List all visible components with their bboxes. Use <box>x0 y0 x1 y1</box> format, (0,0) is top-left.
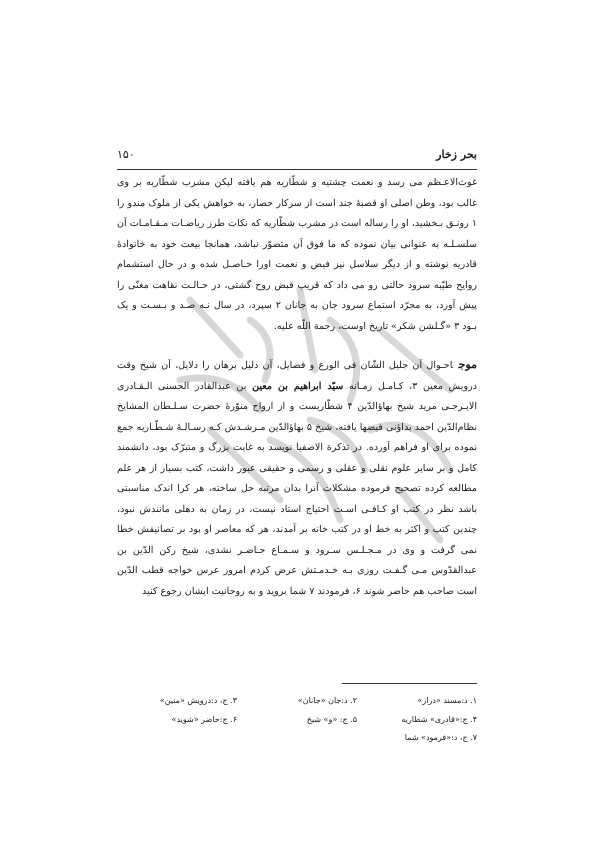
footnote: ۳. ج، د:درویش «متین» <box>159 696 237 705</box>
footnote: ۲. د:جان «جانان» <box>297 696 357 705</box>
paragraph-2-intro: احـوال آن جلیل الشّان فی الورع و فضایل، آن دلیل برهان را دلایل، آن شیخ وقت درویش معین ۳، کـامـل زمـانه <box>117 360 478 392</box>
footnote-divider <box>342 683 477 684</box>
header-divider <box>117 169 477 170</box>
highlighted-name: سیّد ابراهیم بن معین <box>252 380 344 392</box>
footnote-row <box>117 692 477 711</box>
footnote: ۷. ج، د:«فرمود» شما <box>404 733 477 742</box>
footnotes <box>117 692 477 748</box>
running-header <box>117 148 477 166</box>
footnote-row <box>117 711 477 730</box>
section-heading: موج <box>458 358 477 371</box>
paragraph-2-body: بن عبدالقادر الحسنی الـقـادری الایـرجـی مرید شیخ بهاؤالدّین ۴ شطّاریست و از ارواح منوّرهٔ حضرت سـلـطان المشایخ نظام‌الدّین احمد بداؤنی فیضها یافته، شیخ ۵ بهاؤالدّین مـرشـدش کـه رسـالـهٔ شـطّـاریه جمع نموده برای او فراهم آورده. در تذکرة الاصفیا نویسد به غایت بزرگ و متبرّک بود، دانشمند کامل و بر سایر علوم نقلی و عقلی و رسمی و حقیقی عبور داشت، کتب بسیار از هر علم مطالعه کرده تصحیح فرموده مشکلات آنرا بدان مرتبه حل ساخته، هر کرا اندک مناسبتی باشد نظر در کتب او کـافـی اسـت احتیاج استاد نیست، در زمان به دهلی مانندش نبود، چندین کتب و اکثر به خط او در کتب خانه بر آمدند، هر که معاصر او بود بر تصانیفش خطا نمی گرفت و وی در مـجـلـس سـرود و سـمـاع حـاضـر نشدی، شیخ رکن الدّین بن عبدالقدّوس مـی گـفـت روزی بـه خـدمـتش عرض کردم امروز عرس خواجه قطب الدّین است صاحب هم حاضر شوند ۶، فرمودند ۷ شما بروید و به روحانیت ایشان رجوع کنید <box>117 380 478 597</box>
footnote: ۱. د:مسند «دراز» <box>417 696 477 705</box>
footnote: ۴. ج:«قادری» شطاریه <box>401 714 477 724</box>
footnote-row <box>117 729 477 748</box>
paragraph-2 <box>117 355 477 602</box>
page-number: ۱۵۰ <box>117 148 135 161</box>
book-title: بحر زخار <box>436 148 477 161</box>
footnote: ۶. ج:حاضر «شوید» <box>171 714 237 724</box>
paragraph-1: غوث‌الاعـظم می رسد و نعمت چشتیه و شطّاریه هم یافته لیکن مشرب شطّاریه بر وی غالب بود، وطن اصلی او قصبهٔ جند است از سرکار حصار، به خواهش یکی از ملوک مندو را ۱ رونـق بـخشید، او را رساله است در مشرب شطّاریه که نکات طرز ریاضـات مـقـامـات آن سلسـلـه به عنوانی بیان نموده که ما فوق آن متصوّر نباشد، همانجا بیعت خود به خانوادهٔ قادریه نوشته و از دیگر سلاسل نیز فیض و نعمت اورا حـاصـل شده و در حال استشمام روایح طیّبه سرود حالتی رو می داد که قریب قبض روح گشتی، در حـالـت نقاهت مغنّی را پیش آورد، به مجرّد استماع سرود جان به جانان ۲ سپرد، در سال نـه صـد و بـسـت و یک بـود ۳ «گـلشن شکر» تاریخ اوست، رحمة اللّه علیه. <box>117 177 477 332</box>
footnote: ۵. ج: «و» شیخ <box>306 714 357 724</box>
